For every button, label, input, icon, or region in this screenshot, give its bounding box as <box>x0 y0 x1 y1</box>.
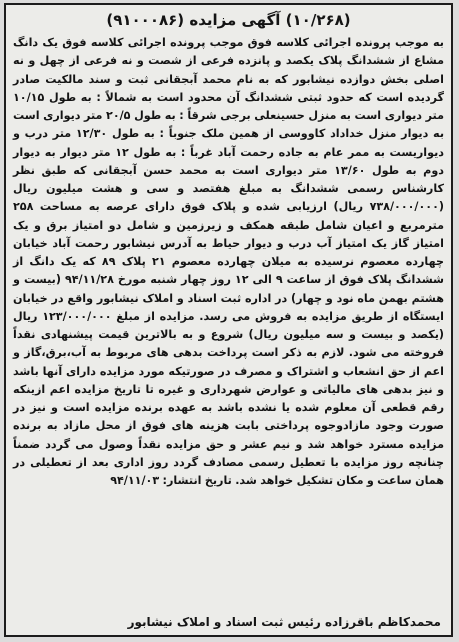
notice-signature: محمدکاظم باقرزاده رئیس ثبت اسناد و املاک نیشابور <box>127 615 441 629</box>
notice-title: (۱۰/۲۶۸) آگهی مزایده (۹۱۰۰۰۸۶) <box>106 11 351 29</box>
notice-body-text: به موجب پرونده اجرائی کلاسه فوق موجب پرونده اجرائی کلاسه فوق یک دانگ مشاع از ششدانگ پلاک یکصد و پانزده فرعی از شصت و نه فرعی از چهل و نه اصلی بخش دوازده نیشابور که به نام محمد آبجقانی ثبت و سند مالکیت صادر گردیده است که حدود ثبتی ششدانگ آن محدود است به شمالاً : به طول ۱۰/۱۵ متر دیواری است به منزل حسینعلی برجی شرقاً : به طول ۲۰/۵ متر دیواری است به دیوار منزل خداداد کاووسی از همین ملک جنوباً : به طول ۱۲/۳۰ متر درب و دیواریست به ممر عام به جاده رحمت آباد غرباً : به طول ۱۲ متر دیوار به دیوار دوم به طول ۱۳/۶۰ متر دیواری است به محمد حسن آبجقانی که طبق نظر کارشناس رسمی ششدانگ به مبلغ هفتصد و سی و هشت میلیون ریال (۷۳۸/۰۰۰/۰۰۰ ریال) ارزیابی شده و پلاک فوق دارای عرصه به مساحت ۲۵۸ مترمربع و اعیان شامل طبقه همکف و زیرزمین و شامل دو امتیاز برق و یک امتیاز گاز یک امتیاز آب درب و دیوار حیاط به آدرس نیشابور رحمت آباد خیابان چهارده معصوم نرسیده به میلان چهارده معصوم ۲۱ پلاک ۸۹ که یک دانگ از ششدانگ پلاک فوق از ساعت ۹ الی ۱۲ روز چهار شنبه مورخ ۹۴/۱۱/۲۸ (بیست و هشتم بهمن ماه نود و چهار) در اداره ثبت اسناد و املاک نیشابور واقع در خیابان ایستگاه از طریق مزایده به فروش می رسد. مزایده از مبلغ ۱۲۳/۰۰۰/۰۰۰ ریال (یکصد و بیست و سه میلیون ریال) شروع و به بالاترین قیمت پیشنهادی نقداً فروخته می شود. لازم به ذکر است پرداخت بدهی های مربوط به آب،برق،گاز و اعم از حق انشعاب و اشتراک و مصرف در صورتیکه مورد مزایده دارای آنها باشد و نیز بدهی های مالیاتی و عوارض شهرداری و غیره تا تاریخ مزایده اعم ازینکه رقم قطعی آن معلوم شده یا نشده باشد به عهده برنده مزایده است و نیز در صورت وجود مازادوجوه پرداختی بابت هزینه های فوق از محل مازاد به برنده مزایده مسترد خواهد شد و نیم عشر و حق مزایده نقداً وصول می گردد ضمناً چنانچه روز مزایده با تعطیل رسمی مصادف گردد روز اداری بعد از تعطیلی در همان ساعت و مکان تشکیل خواهد شد. تاریخ انتشار: ۹۴/۱۱/۰۳ <box>13 36 445 487</box>
notice-body <box>6 34 451 490</box>
auction-notice-clipping <box>4 3 453 637</box>
